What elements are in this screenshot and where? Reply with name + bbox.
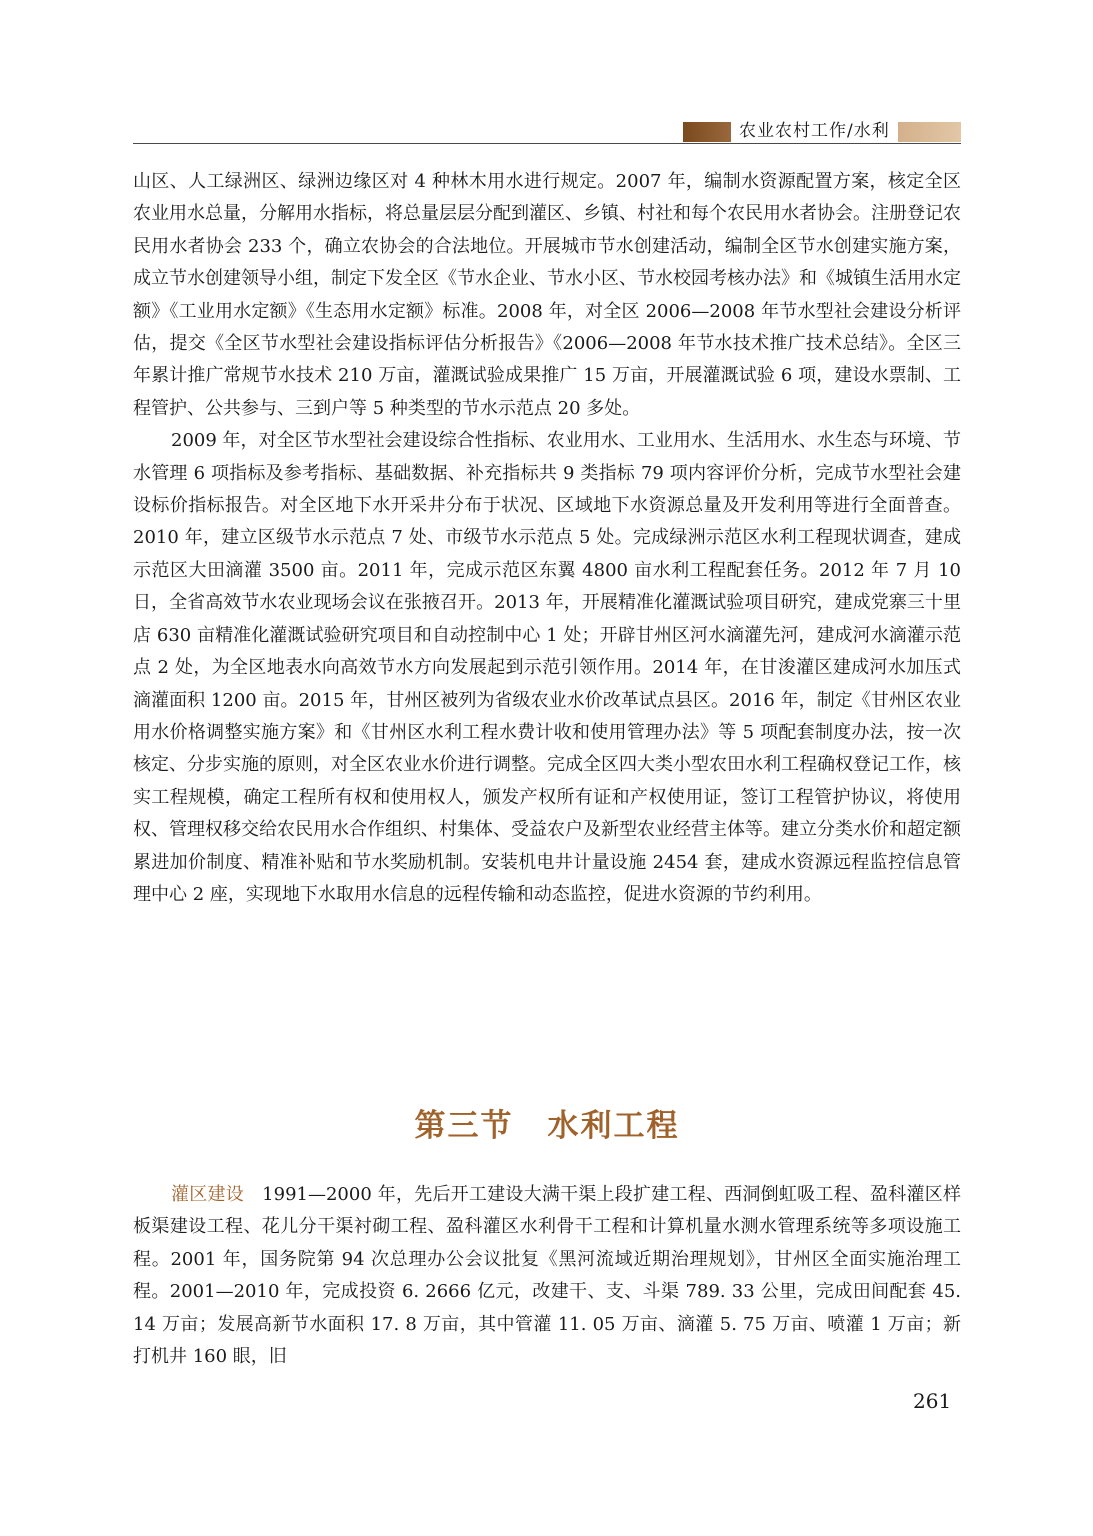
header-divider bbox=[133, 143, 961, 144]
body-text-top bbox=[133, 166, 961, 911]
running-header-title: 农业农村工作/水利 bbox=[731, 118, 898, 144]
subsection-text: 1991—2000 年，先后开工建设大满干渠上段扩建工程、西洞倒虹吸工程、盈科灌区样板渠建设工程、花儿分干渠衬砌工程、盈科灌区水利骨干工程和计算机量水测水管理系统等多项设施工程。2001 年，国务院第 94 次总理办公会议批复《黑河流域近期治理规划》，甘州区全面实施治理工程。2001—2010 年，完成投资 6. 2666 亿元，改建干、支、斗渠 789. 33 公里，完成田间配套 45. 14 万亩；发展高新节水面积 17. 8 万亩，其中管灌 11. 05 万亩、滴灌 5. 75 万亩、喷灌 1 万亩；新打机井 160 眼，旧 bbox=[133, 1184, 961, 1368]
page-number: 261 bbox=[913, 1389, 952, 1413]
paragraph-continued: 山区、人工绿洲区、绿洲边缘区对 4 种林木用水进行规定。2007 年，编制水资源配置方案，核定全区农业用水总量，分解用水指标，将总量层层分配到灌区、乡镇、村社和每个农民用水者协会。注册登记农民用水者协会 233 个，确立农协会的合法地位。开展城市节水创建活动，编制全区节水创建实施方案，成立节水创建领导小组，制定下发全区《节水企业、节水小区、节水校园考核办法》和《城镇生活用水定额》《工业用水定额》《生态用水定额》标准。2008 年，对全区 2006—2008 年节水型社会建设分析评估，提交《全区节水型社会建设指标评估分析报告》《2006—2008 年节水技术推广技术总结》。全区三年累计推广常规节水技术 210 万亩，灌溉试验成果推广 15 万亩，开展灌溉试验 6 项，建设水票制、工程管护、公共参与、三到户等 5 种类型的节水示范点 20 多处。 bbox=[133, 171, 961, 419]
section-heading bbox=[133, 1104, 961, 1148]
body-text-bottom bbox=[133, 1179, 961, 1373]
section-number: 第三节 bbox=[414, 1108, 514, 1144]
paragraph: 2009 年，对全区节水型社会建设综合性指标、农业用水、工业用水、生活用水、水生态与环境、节水管理 6 项指标及参考指标、基础数据、补充指标共 9 类指标 79 项内容评价分析，完成节水型社会建设标价指标报告。对全区地下水开采井分布于状况、区域地下水资源总量及开发利用等进行全面普查。2010 年，建立区级节水示范点 7 处、市级节水示范点 5 处。完成绿洲示范区水利工程现状调查，建成示范区大田滴灌 3500 亩。2011 年，完成示范区东翼 4800 亩水利工程配套任务。2012 年 7 月 10 日，全省高效节水农业现场会议在张掖召开。2013 年，开展精准化灌溉试验项目研究，建成党寨三十里店 630 亩精准化灌溉试验研究项目和自动控制中心 1 处；开辟甘州区河水滴灌先河，建成河水滴灌示范点 2 处，为全区地表水向高效节水方向发展起到示范引领作用。2014 年，在甘浚灌区建成河水加压式滴灌面积 1200 亩。2015 年，甘州区被列为省级农业水价改革试点县区。2016 年，制定《甘州区农业用水价格调整实施方案》和《甘州区水利工程水费计收和使用管理办法》等 5 项配套制度办法，按一次核定、分步实施的原则，对全区农业水价进行调整。完成全区四大类小型农田水利工程确权登记工作，核实工程规模，确定工程所有权和使用权人，颁发产权所有证和产权使用证，签订工程管护协议，将使用权、管理权移交给农民用水合作组织、村集体、受益农户及新型农业经营主体等。建立分类水价和超定额累进加价制度、精准补贴和节水奖励机制。安装机电井计量设施 2454 套，建成水资源远程监控信息管理中心 2 座，实现地下水取用水信息的远程传输和动态监控，促进水资源的节约利用。 bbox=[133, 430, 961, 905]
section-title-text: 水利工程 bbox=[547, 1108, 680, 1144]
subsection-paragraph bbox=[133, 1179, 961, 1373]
subsection-term: 灌区建设 bbox=[171, 1184, 244, 1205]
